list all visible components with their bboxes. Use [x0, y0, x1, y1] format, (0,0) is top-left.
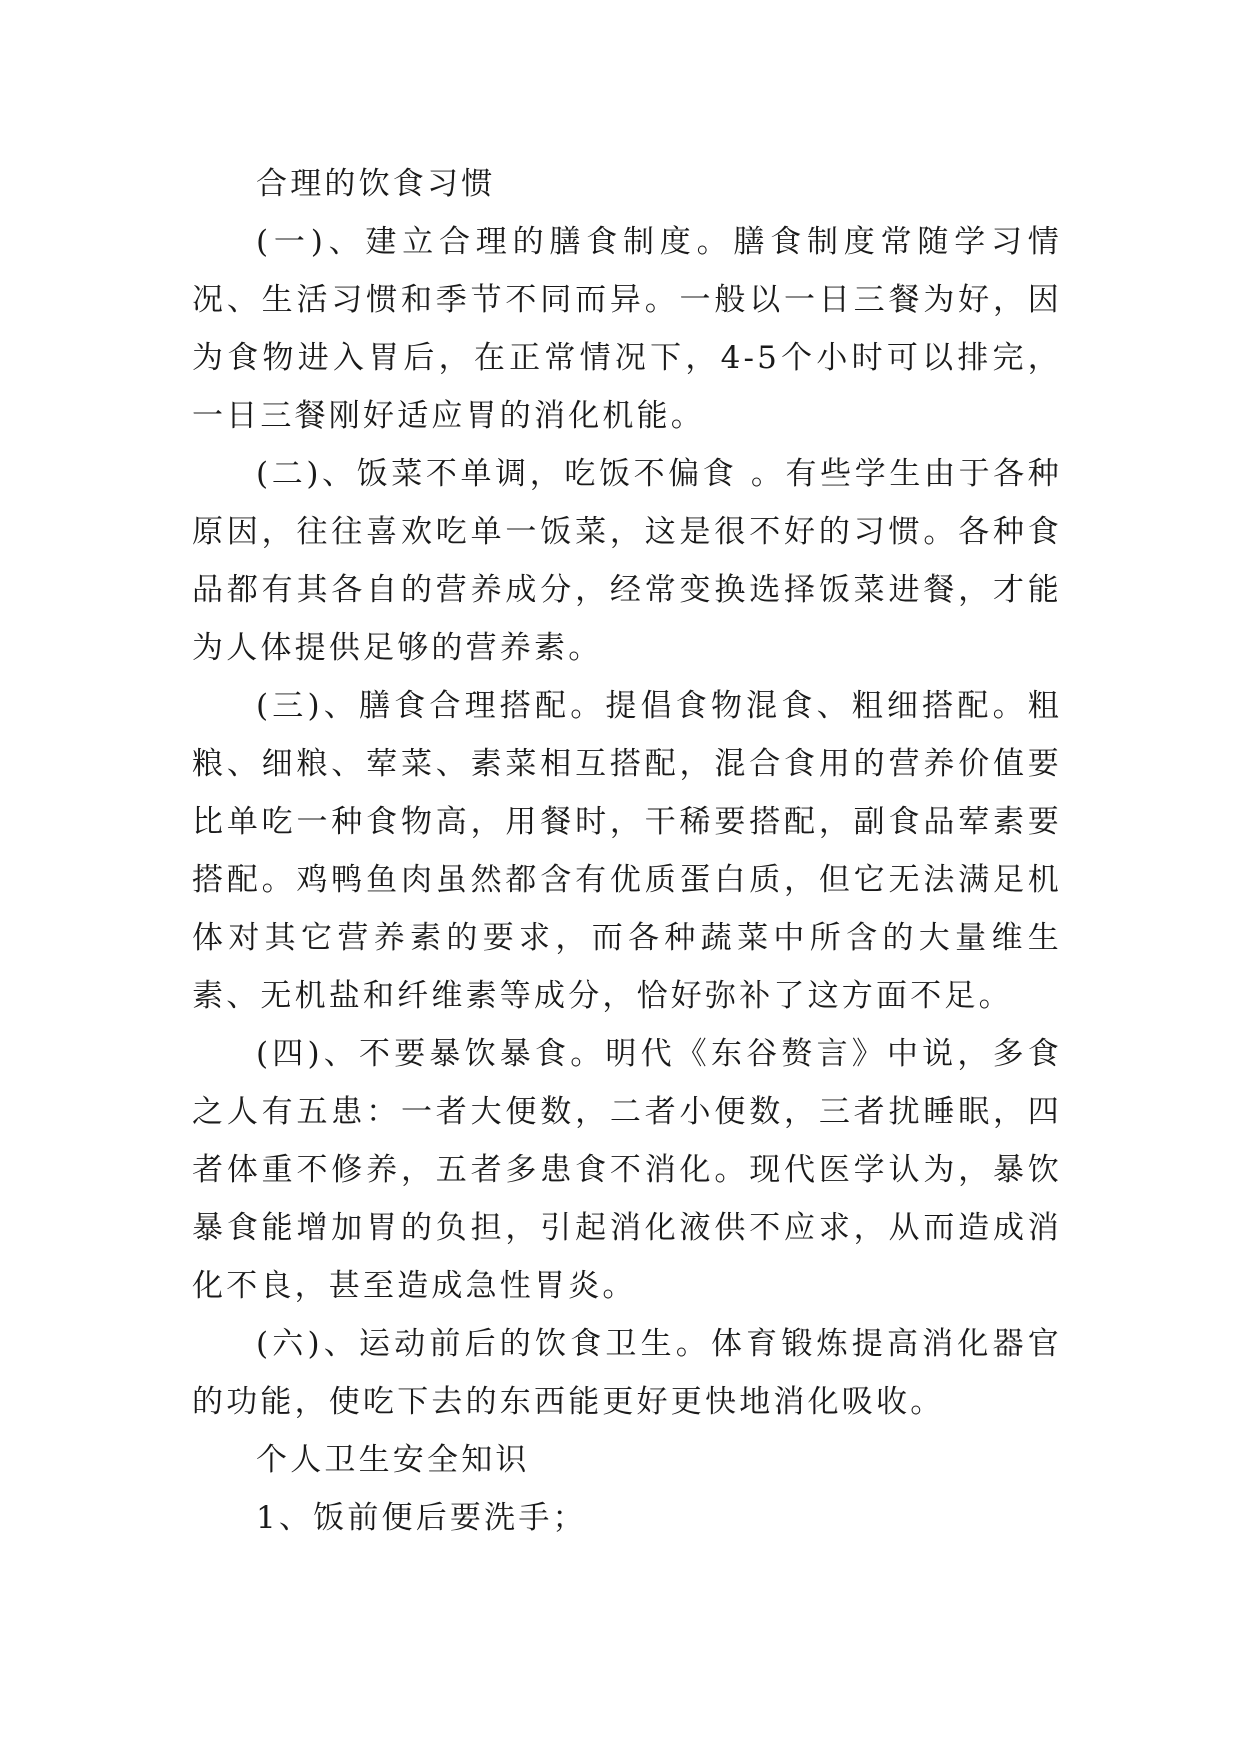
section-heading-personal-hygiene: 个人卫生安全知识	[256, 1442, 530, 1478]
paragraph-exercise-diet: (六)、运动前后的饮食卫生。体育锻炼提高消化器官的功能，使吃下去的东西能更好更快地消化吸收。	[192, 1326, 1062, 1420]
list-item-wash-hands: 1、饭前便后要洗手；	[256, 1500, 587, 1536]
paragraph-no-picky-eating: (二)、饭菜不单调，吃饭不偏食 。有些学生由于各种原因，往往喜欢吃单一饭菜，这是很不好的习惯。各种食品都有其各自的营养成分，经常变换选择饭菜进餐，才能为人体提供足够的营养素。	[192, 456, 1062, 666]
paragraph-balanced-diet: (三)、膳食合理搭配。提倡食物混食、粗细搭配。粗粮、细粮、荤菜、素菜相互搭配，混合食用的营养价值要比单吃一种食物高，用餐时，干稀要搭配，副食品荤素要搭配。鸡鸭鱼肉虽然都含有优质蛋白质，但它无法满足机体对其它营养素的要求，而各种蔬菜中所含的大量维生素、无机盐和纤维素等成分，恰好弥补了这方面不足。	[192, 688, 1062, 1014]
paragraph-meal-system: (一)、建立合理的膳食制度。膳食制度常随学习情况、生活习惯和季节不同而异。一般以一日三餐为好，因为食物进入胃后，在正常情况下，4-5个小时可以排完，一日三餐刚好适应胃的消化机能。	[192, 224, 1062, 434]
document-body	[192, 155, 1062, 1547]
paragraph-no-overeating: (四)、不要暴饮暴食。明代《东谷赘言》中说，多食之人有五患：一者大便数，二者小便数，三者扰睡眠，四者体重不修养，五者多患食不消化。现代医学认为，暴饮暴食能增加胃的负担，引起消化液供不应求，从而造成消化不良，甚至造成急性胃炎。	[192, 1036, 1062, 1304]
section-heading-diet-habits: 合理的饮食习惯	[256, 166, 496, 202]
